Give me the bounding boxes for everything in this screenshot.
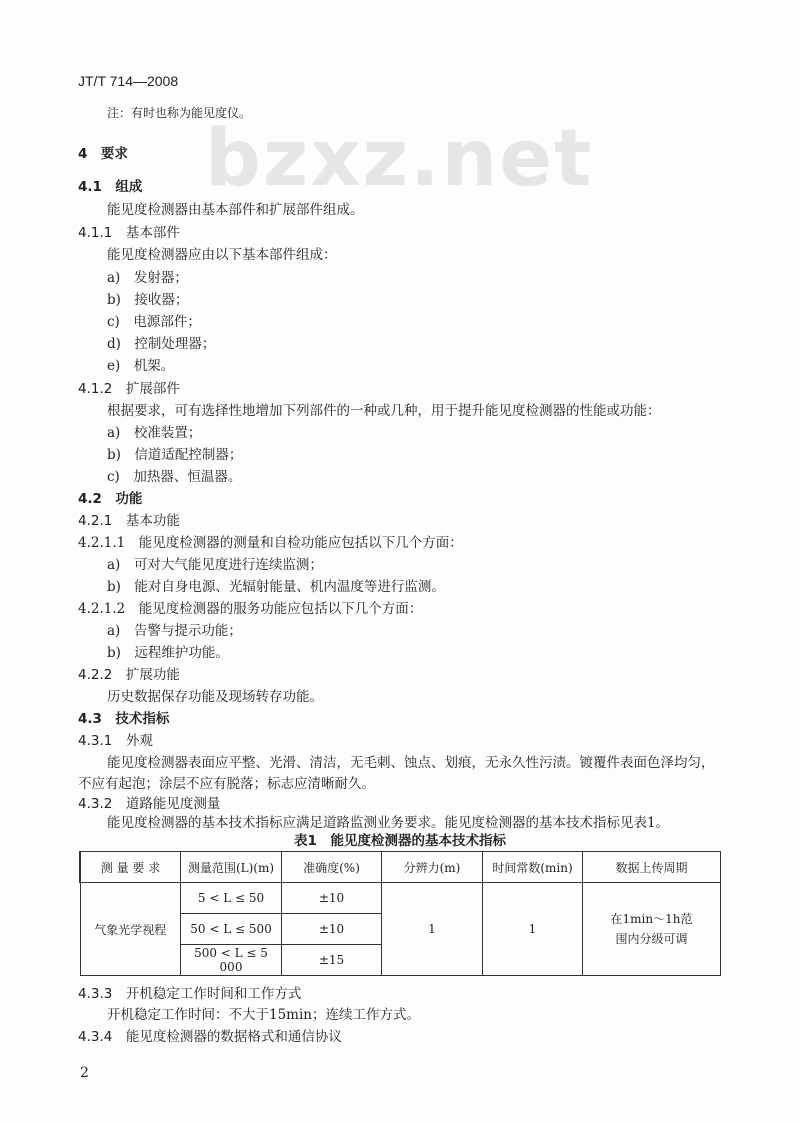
- paragraph: 能见度检测器的基本技术指标应满足道路监测业务要求。能见度检测器的基本技术指标见表1。: [107, 815, 670, 831]
- list-item: a) 告警与提示功能；: [107, 623, 242, 639]
- heading-4-1: 4.1 组成: [78, 179, 143, 195]
- accuracy-cell: ±10: [282, 883, 382, 914]
- header-cell: 时间常数(min): [483, 852, 583, 883]
- paragraph: 历史数据保存功能及现场转存功能。: [107, 689, 323, 705]
- spec-table: [79, 851, 721, 976]
- list-item: d) 控制处理器；: [107, 336, 216, 352]
- range-cell: 50 < L ≤ 500: [181, 914, 282, 945]
- header-cell: 测量范围(L)(m): [181, 852, 282, 883]
- upload-period-cell: 在1min～1h范围内分级可调: [583, 883, 721, 976]
- clause-4-2-1-1: 4.2.1.1 能见度检测器的测量和自检功能应包括以下几个方面：: [78, 535, 463, 551]
- list-item: b) 接收器；: [107, 292, 189, 308]
- paragraph: 开机稳定工作时间：不大于15min；连续工作方式。: [107, 1007, 420, 1023]
- clause-4-2-1-2: 4.2.1.2 能见度检测器的服务功能应包括以下几个方面：: [78, 601, 423, 617]
- list-item: a) 可对大气能见度进行连续监测；: [107, 557, 323, 573]
- heading-4-3-2: 4.3.2 道路能见度测量: [78, 796, 221, 812]
- header-cell: 准确度(%): [282, 852, 382, 883]
- list-item: b) 信道适配控制器；: [107, 447, 243, 463]
- range-cell: 5 < L ≤ 50: [181, 883, 282, 914]
- range-cell: 500 < L ≤ 5 000: [181, 945, 282, 976]
- heading-4-3-3: 4.3.3 开机稳定工作时间和工作方式: [78, 986, 302, 1002]
- list-item: b) 远程维护功能。: [107, 645, 229, 661]
- heading-4-2-2: 4.2.2 扩展功能: [78, 667, 180, 683]
- heading-4: 4 要求: [78, 146, 128, 162]
- note: 注：有时也称为能见度仪。: [107, 106, 252, 120]
- heading-4-1-1: 4.1.1 基本部件: [78, 225, 180, 241]
- heading-4-3: 4.3 技术指标: [78, 711, 170, 727]
- paragraph: 能见度检测器应由以下基本部件组成：: [107, 247, 337, 263]
- paragraph: 能见度检测器由基本部件和扩展部件组成。: [107, 202, 364, 218]
- watermark: bzxz.net: [205, 114, 594, 204]
- accuracy-cell: ±10: [282, 914, 382, 945]
- table-caption: 表1 能见度检测器的基本技术指标: [294, 833, 506, 849]
- heading-4-3-1: 4.3.1 外观: [78, 733, 153, 749]
- header-cell: 数据上传周期: [583, 852, 721, 883]
- paragraph: 根据要求，可有选择性地增加下列部件的一种或几种，用于提升能见度检测器的性能或功能：: [107, 403, 661, 419]
- time-constant-cell: 1: [483, 883, 583, 976]
- list-item: c) 电源部件；: [107, 314, 201, 330]
- heading-4-3-4: 4.3.4 能见度检测器的数据格式和通信协议: [78, 1029, 342, 1045]
- paragraph: 能见度检测器表面应平整、光滑、清洁，无毛刺、蚀点、划痕，无永久性污渍。镀覆件表面色泽均匀，: [107, 755, 715, 771]
- header-cell: 分辨力(m): [382, 852, 483, 883]
- list-item: a) 发射器；: [107, 270, 188, 286]
- list-item: a) 校准装置；: [107, 425, 202, 441]
- list-item: c) 加热器、恒温器。: [107, 469, 242, 485]
- paragraph: 不应有起泡；涂层不应有脱落；标志应清晰耐久。: [78, 776, 375, 792]
- table-header-row: [80, 852, 721, 883]
- table-row: [80, 883, 721, 914]
- header-cell: 测 量 要 求: [80, 852, 181, 883]
- requirement-cell: 气象光学视程: [80, 883, 181, 976]
- list-item: e) 机架。: [107, 358, 175, 374]
- accuracy-cell: ±15: [282, 945, 382, 976]
- resolution-cell: 1: [382, 883, 483, 976]
- page-number: 2: [80, 1065, 89, 1081]
- list-item: b) 能对自身电源、光辐射能量、机内温度等进行监测。: [107, 579, 445, 595]
- document-code: JT/T 714—2008: [78, 73, 179, 89]
- heading-4-2-1: 4.2.1 基本功能: [78, 513, 180, 529]
- heading-4-1-2: 4.1.2 扩展部件: [78, 381, 180, 397]
- heading-4-2: 4.2 功能: [78, 491, 143, 507]
